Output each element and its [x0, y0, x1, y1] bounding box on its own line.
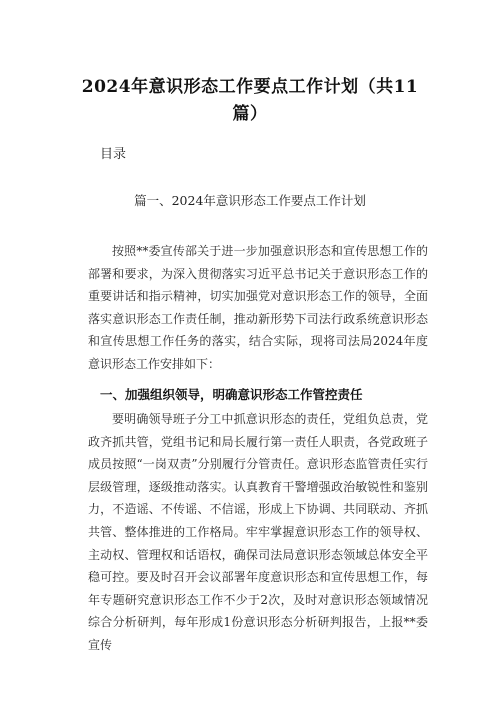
section-paragraph: 要明确领导班子分工中抓意识形态的责任，党组负总责，党政齐抓共管，党组书记和局长履行第一责任人职责，各党政班子成员按照“一岗双责”分别履行分管责任。意识形态监管责任实行层级管理，逐级推动落实。认真教育干警增强政治敏锐性和鉴别力，不造谣、不传谣、不信谣，形成上下协调、共同联动、齐抓共管、整体推进的工作格局。牢牢掌握意识形态工作的领导权、主动权、管理权和话语权，确保司法局意识形态领域总体安全平稳可控。要及时召开会议部署年度意识形态和宣传思想工作，每年专题研究意识形态工作不少于2次，及时对意识形态领域情况综合分析研判，每年形成1份意识形态分析研判报告，上报**委宣传	[88, 412, 428, 652]
section-heading: 一、加强组织领导，明确意识形态工作管控责任	[100, 387, 363, 402]
document-title: 2024年意识形态工作要点工作计划（共11篇）	[81, 77, 419, 124]
article-title: 篇一、2024年意识形态工作要点工作计划	[134, 193, 366, 208]
intro-paragraph: 按照**委宣传部关于进一步加强意识形态和宣传思想工作的部署和要求，为深入贯彻落实习近平总书记关于意识形态工作的重要讲话和指示精神，切实加强党对意识形态工作的领导，全面落实意识形态工作责任制，推动新形势下司法行政系统意识形态和宣传思想工作任务的落实，结合实际，现将司法局2024年度意识形态工作安排如下：	[88, 244, 428, 371]
toc-heading: 目录	[100, 147, 127, 162]
